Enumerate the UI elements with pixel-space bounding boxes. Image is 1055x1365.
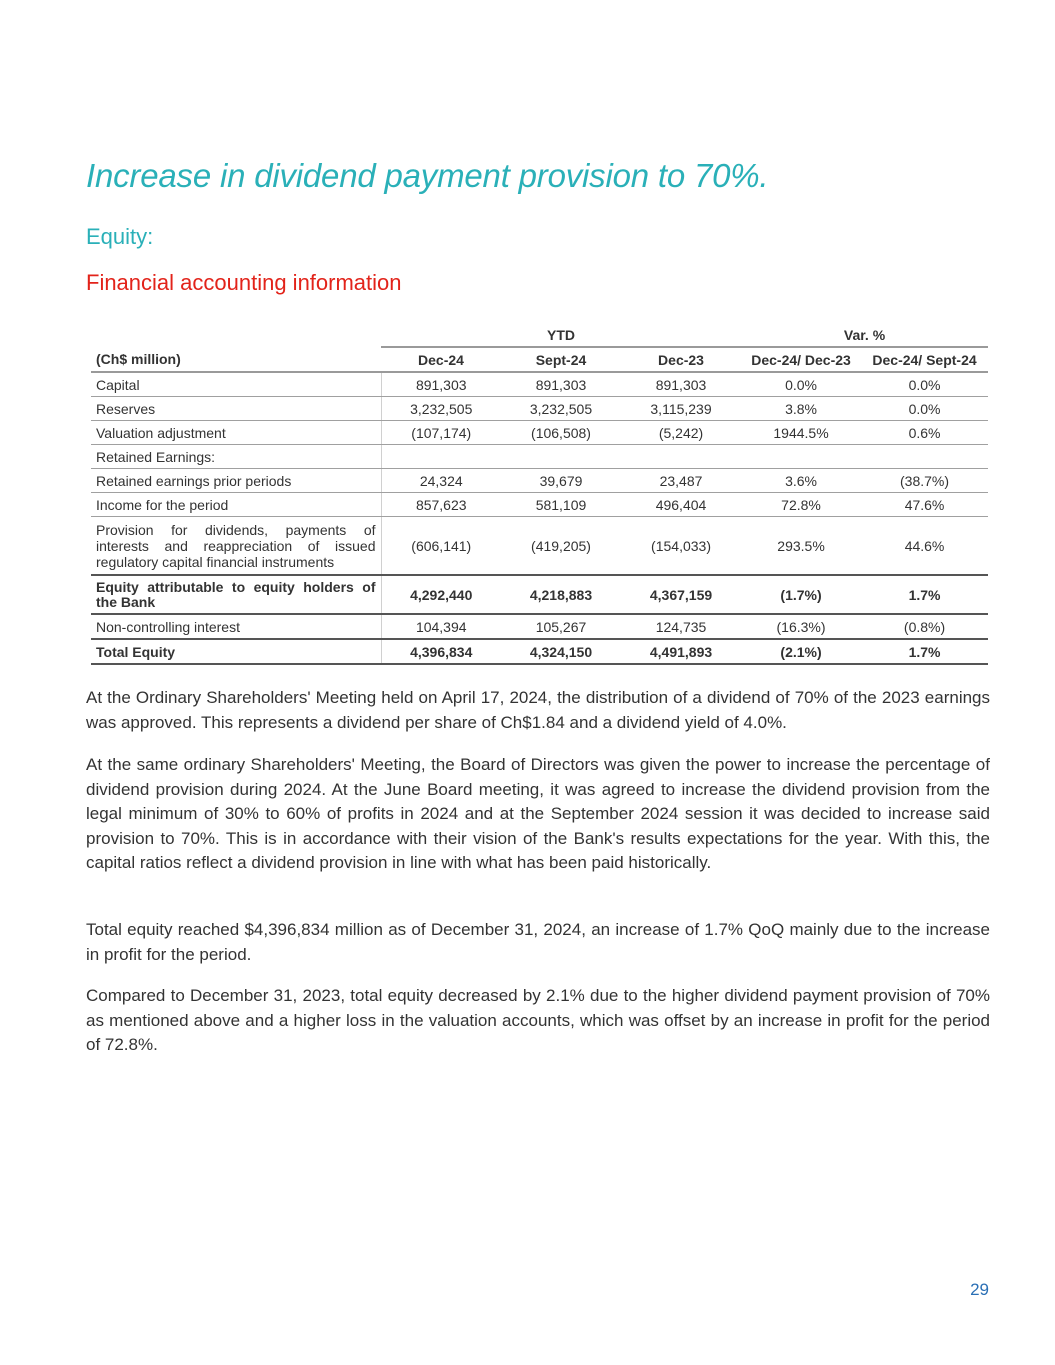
table-header-row bbox=[91, 347, 988, 372]
table-cell: 891,303 bbox=[381, 372, 501, 397]
table-cell: 1.7% bbox=[861, 639, 988, 664]
table-cell: 3.6% bbox=[741, 469, 861, 493]
row-label: Retained earnings prior periods bbox=[91, 469, 381, 493]
table-cell: 39,679 bbox=[501, 469, 621, 493]
table-cell: (2.1%) bbox=[741, 639, 861, 664]
table-cell: (419,205) bbox=[501, 517, 621, 576]
table-cell: (16.3%) bbox=[741, 614, 861, 639]
body-paragraph: Total equity reached $4,396,834 million as of December 31, 2024, an increase of 1.7% QoQ mainly due to the increase in profit for the period. bbox=[86, 920, 990, 964]
table-row bbox=[91, 517, 988, 576]
page-title: Increase in dividend payment provision to 70%. bbox=[86, 157, 769, 194]
table-cell bbox=[861, 445, 988, 469]
table-cell: (38.7%) bbox=[861, 469, 988, 493]
table-cell: 1944.5% bbox=[741, 421, 861, 445]
table-cell: 891,303 bbox=[621, 372, 741, 397]
body-paragraph: At the Ordinary Shareholders' Meeting held on April 17, 2024, the distribution of a dividend of 70% of the 2023 earnings was approved. This represents a dividend per share of Ch$1.84 and a dividend yield of 4.0%. bbox=[86, 688, 990, 732]
row-label: Equity attributable to equity holders of the Bank bbox=[91, 575, 381, 614]
table-row-subtotal bbox=[91, 575, 988, 614]
table-cell: 23,487 bbox=[621, 469, 741, 493]
table-cell: 496,404 bbox=[621, 493, 741, 517]
table-row bbox=[91, 421, 988, 445]
table-row bbox=[91, 614, 988, 639]
table-row-total bbox=[91, 639, 988, 664]
table-cell: 4,324,150 bbox=[501, 639, 621, 664]
table-group-header bbox=[91, 323, 988, 347]
column-header: Dec-24 bbox=[381, 347, 501, 372]
row-label: Capital bbox=[91, 372, 381, 397]
table-cell: (107,174) bbox=[381, 421, 501, 445]
table-cell: (5,242) bbox=[621, 421, 741, 445]
table-cell: 44.6% bbox=[861, 517, 988, 576]
table-cell: 72.8% bbox=[741, 493, 861, 517]
table-row bbox=[91, 493, 988, 517]
table-cell: 105,267 bbox=[501, 614, 621, 639]
table-cell bbox=[381, 445, 501, 469]
table-cell: 0.0% bbox=[861, 397, 988, 421]
group-ytd: YTD bbox=[381, 323, 741, 347]
table-heading: Financial accounting information bbox=[86, 270, 402, 295]
table-cell: 0.6% bbox=[861, 421, 988, 445]
table-cell: 4,292,440 bbox=[381, 575, 501, 614]
body-paragraph: At the same ordinary Shareholders' Meeting, the Board of Directors was given the power to increase the percentage of dividend provision during 2024. At the June Board meeting, it was agreed to increase the dividend provision from the legal minimum of 30% to 60% of profits in 2024 and at the September 2024 session it was decided to increase said provision to 70%. This is in accordance with their vision of the Bank's results expectations for the year. With this, the capital ratios reflect a dividend provision in line with what has been paid historically. bbox=[86, 755, 990, 872]
table-row bbox=[91, 469, 988, 493]
table-cell: 24,324 bbox=[381, 469, 501, 493]
table-cell: 891,303 bbox=[501, 372, 621, 397]
row-label: Retained Earnings: bbox=[91, 445, 381, 469]
group-var: Var. % bbox=[741, 323, 988, 347]
column-header: Dec-24/ Sept-24 bbox=[861, 347, 988, 372]
table-cell: 3,115,239 bbox=[621, 397, 741, 421]
table-cell: 293.5% bbox=[741, 517, 861, 576]
body-paragraph: Compared to December 31, 2023, total equity decreased by 2.1% due to the higher dividend payment provision of 70% as mentioned above and a higher loss in the valuation accounts, which was offset by an increase in profit for the period of 72.8%. bbox=[86, 986, 990, 1054]
table-cell: 0.0% bbox=[741, 372, 861, 397]
table-cell: 3.8% bbox=[741, 397, 861, 421]
table-cell: (1.7%) bbox=[741, 575, 861, 614]
table-cell: 4,367,159 bbox=[621, 575, 741, 614]
table-cell: 3,232,505 bbox=[501, 397, 621, 421]
column-header: (Ch$ million) bbox=[91, 347, 381, 372]
row-label: Total Equity bbox=[91, 639, 381, 664]
table-cell: 4,491,893 bbox=[621, 639, 741, 664]
table-cell: (106,508) bbox=[501, 421, 621, 445]
section-subtitle: Equity: bbox=[86, 224, 154, 249]
equity-table bbox=[91, 323, 988, 665]
row-label: Reserves bbox=[91, 397, 381, 421]
table-cell: 47.6% bbox=[861, 493, 988, 517]
row-label: Income for the period bbox=[91, 493, 381, 517]
column-header: Dec-23 bbox=[621, 347, 741, 372]
table-row bbox=[91, 372, 988, 397]
table-cell: (0.8%) bbox=[861, 614, 988, 639]
table-cell: 4,218,883 bbox=[501, 575, 621, 614]
table-cell: 1.7% bbox=[861, 575, 988, 614]
page-number: 29 bbox=[970, 1280, 989, 1299]
row-label: Valuation adjustment bbox=[91, 421, 381, 445]
table-cell: 104,394 bbox=[381, 614, 501, 639]
table-cell: 581,109 bbox=[501, 493, 621, 517]
table-row bbox=[91, 397, 988, 421]
table-cell: 857,623 bbox=[381, 493, 501, 517]
table-cell bbox=[621, 445, 741, 469]
column-header: Sept-24 bbox=[501, 347, 621, 372]
table-row bbox=[91, 445, 988, 469]
row-label: Non-controlling interest bbox=[91, 614, 381, 639]
column-header: Dec-24/ Dec-23 bbox=[741, 347, 861, 372]
table-cell: 3,232,505 bbox=[381, 397, 501, 421]
table-cell: 0.0% bbox=[861, 372, 988, 397]
row-label: Provision for dividends, payments of interests and reappreciation of issued regulatory capital financial instruments bbox=[91, 517, 381, 576]
table-cell: (154,033) bbox=[621, 517, 741, 576]
table-cell: (606,141) bbox=[381, 517, 501, 576]
table-cell bbox=[741, 445, 861, 469]
table-cell bbox=[501, 445, 621, 469]
table-cell: 4,396,834 bbox=[381, 639, 501, 664]
table-cell: 124,735 bbox=[621, 614, 741, 639]
